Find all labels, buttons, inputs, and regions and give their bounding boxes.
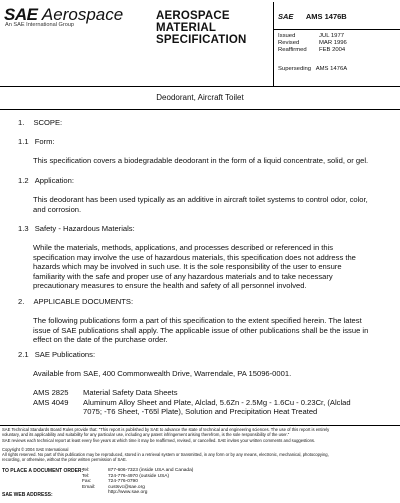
paragraph-line: While the materials, methods, applications, and processes described or referenced in this (33, 243, 334, 252)
contact-value: 724-776-4970 (outside USA) (108, 473, 170, 479)
policy-line: SAE Technical Standards Board Rules provide that: "This report is published by SAE to advance the state of technical and engineering sciences. The use of this report is entirely (2, 427, 330, 432)
section-applicable-documents (18, 297, 133, 307)
section-heading: Safety - Hazardous Materials: (34, 224, 135, 233)
contact-label: Tel: (82, 473, 90, 479)
contact-value: 877-606-7323 (inside USA and Canada) (108, 468, 194, 473)
contact-label: Tel: (82, 468, 90, 473)
title-line-1: AEROSPACE (156, 10, 230, 22)
meta-label: Revised (278, 40, 300, 46)
header-bottom-rule (0, 86, 400, 87)
footer-rule (0, 425, 400, 426)
rights-line: recording, or otherwise, without the prior written permission of SAE. (2, 457, 127, 462)
title-bottom-rule (0, 109, 400, 110)
section-heading: SCOPE: (33, 118, 63, 127)
document-title: Deodorant, Aircraft Toilet (156, 93, 244, 102)
section-heading: APPLICABLE DOCUMENTS: (33, 297, 134, 306)
policy-statement (2, 427, 398, 443)
section-application (18, 176, 74, 186)
sae-aerospace-logo (4, 5, 124, 28)
meta-label: Issued (278, 33, 296, 39)
web-label: SAE WEB ADDRESS: (2, 492, 53, 498)
paragraph-line: This deodorant has been used typically as an additive in aircraft toilet systems to control odor, color, (33, 195, 368, 204)
policy-line: SAE reviews each technical report at least every five years at which time it may be reaffirmed, revised, or cancelled. SAE invites your written comments and suggestions. (2, 438, 316, 443)
reference-code: AMS 4049 (33, 397, 69, 407)
superseding-value: AMS 1476A (315, 66, 348, 72)
revised-row (278, 40, 347, 47)
reference-title-continued: 7075; -T6 Sheet, -T65l Plate), Solution and Precipitation Heat Treated (83, 407, 318, 417)
issue-dates (278, 33, 347, 54)
meta-value: JUL 1977 (319, 33, 344, 39)
copyright-line: Copyright © 2004 SAE International (2, 447, 69, 452)
reference-title: Aluminum Alloy Sheet and Plate, Alclad, 5.6Zn - 2.5Mg - 1.6Cu - 0.23Cr, (Alclad (83, 397, 351, 407)
meta-label: Reaffirmed (278, 47, 307, 53)
section-number: 2. (18, 297, 25, 306)
section-number: 1.1 (18, 137, 29, 146)
spec-title (156, 10, 271, 47)
section-number: 1. (18, 118, 25, 127)
paragraph-line: specification may involve the use of hazardous materials, this specification does not address the (33, 252, 356, 262)
paragraph-line: The following publications form a part of this specification to the extent specified herein. The latest (33, 316, 362, 325)
title-line-2: MATERIAL (156, 22, 217, 35)
meta-value: MAR 1996 (319, 40, 347, 46)
section-heading: Form: (34, 137, 55, 146)
logo-word: Aerospace (41, 5, 124, 24)
section-number: 1.2 (18, 176, 29, 185)
superseding (278, 66, 347, 72)
contact-value: 724-776-0790 (108, 479, 138, 485)
paragraph-line: effect on the date of the purchase order. (33, 335, 168, 345)
reference-title: Material Safety Data Sheets (83, 388, 178, 397)
section-form (18, 137, 55, 147)
issued-row (278, 33, 347, 40)
logo-tagline: An SAE International Group (5, 22, 75, 28)
doc-number-underline (274, 29, 400, 30)
section-number: 1.3 (18, 224, 29, 233)
contact-table (82, 468, 193, 496)
safety-text (33, 243, 395, 291)
paragraph-line: familiarity with the safe and proper use of any hazardous materials and to take necessary (33, 271, 333, 281)
reference-item (33, 388, 395, 398)
header-divider-vertical (273, 2, 274, 86)
policy-line: voluntary, and its applicability and suitability for any particular use, including any patent infringement arising therefrom, is the sole responsibility of the user." (2, 432, 290, 437)
section-heading: Application: (34, 176, 74, 185)
section-heading: SAE Publications: (34, 350, 96, 359)
superseding-label: Superseding (278, 66, 312, 72)
reference-list (33, 388, 395, 417)
reaffirmed-row (278, 47, 347, 54)
paragraph-line: precautionary measures to ensure the health and safety of all personnel involved. (33, 281, 307, 291)
application-text (33, 195, 395, 214)
publications-availability: Available from SAE, 400 Commonwealth Drive, Warrendale, PA 15096-0001. (33, 369, 292, 378)
web-row (82, 490, 193, 496)
logo-brand: SAE (4, 5, 38, 24)
reference-item (33, 398, 395, 417)
section-safety (18, 224, 135, 234)
order-label: TO PLACE A DOCUMENT ORDER: (2, 468, 84, 474)
section-scope (18, 118, 62, 128)
paragraph-line: hazards which may be involved in such use. It is the sole responsibility of the user to ensure (33, 262, 342, 272)
contact-value: custsvc@sae.org (108, 484, 145, 490)
title-line-3: SPECIFICATION (156, 34, 247, 47)
copyright-block (2, 447, 398, 462)
paragraph-line: and corrosion. (33, 204, 82, 214)
applicable-text (33, 316, 395, 345)
meta-value: FEB 2004 (319, 47, 346, 53)
paragraph-line: issue of SAE publications shall apply. The applicable issue of other publications shall be the issue in (33, 325, 369, 335)
doc-sae-logo: SAE (278, 12, 294, 21)
section-sae-publications (18, 350, 95, 360)
contact-label: Fax: (82, 479, 92, 485)
rights-line: All rights reserved. No part of this publication may be reproduced, stored in a retrieval system or transmitted, in any form or by any means, electronic, mechanical, photocopying, (2, 452, 329, 457)
doc-number: AMS 1476B (305, 12, 347, 21)
doc-number-block (278, 6, 396, 24)
section-number: 2.1 (18, 350, 29, 359)
form-text: This specification covers a biodegradable deodorant in the form of a liquid concentrate, solid, or gel. (33, 156, 369, 165)
reference-code: AMS 2825 (33, 388, 69, 397)
contact-label: Email: (82, 484, 96, 490)
web-url[interactable]: http://www.sae.org (108, 490, 148, 496)
